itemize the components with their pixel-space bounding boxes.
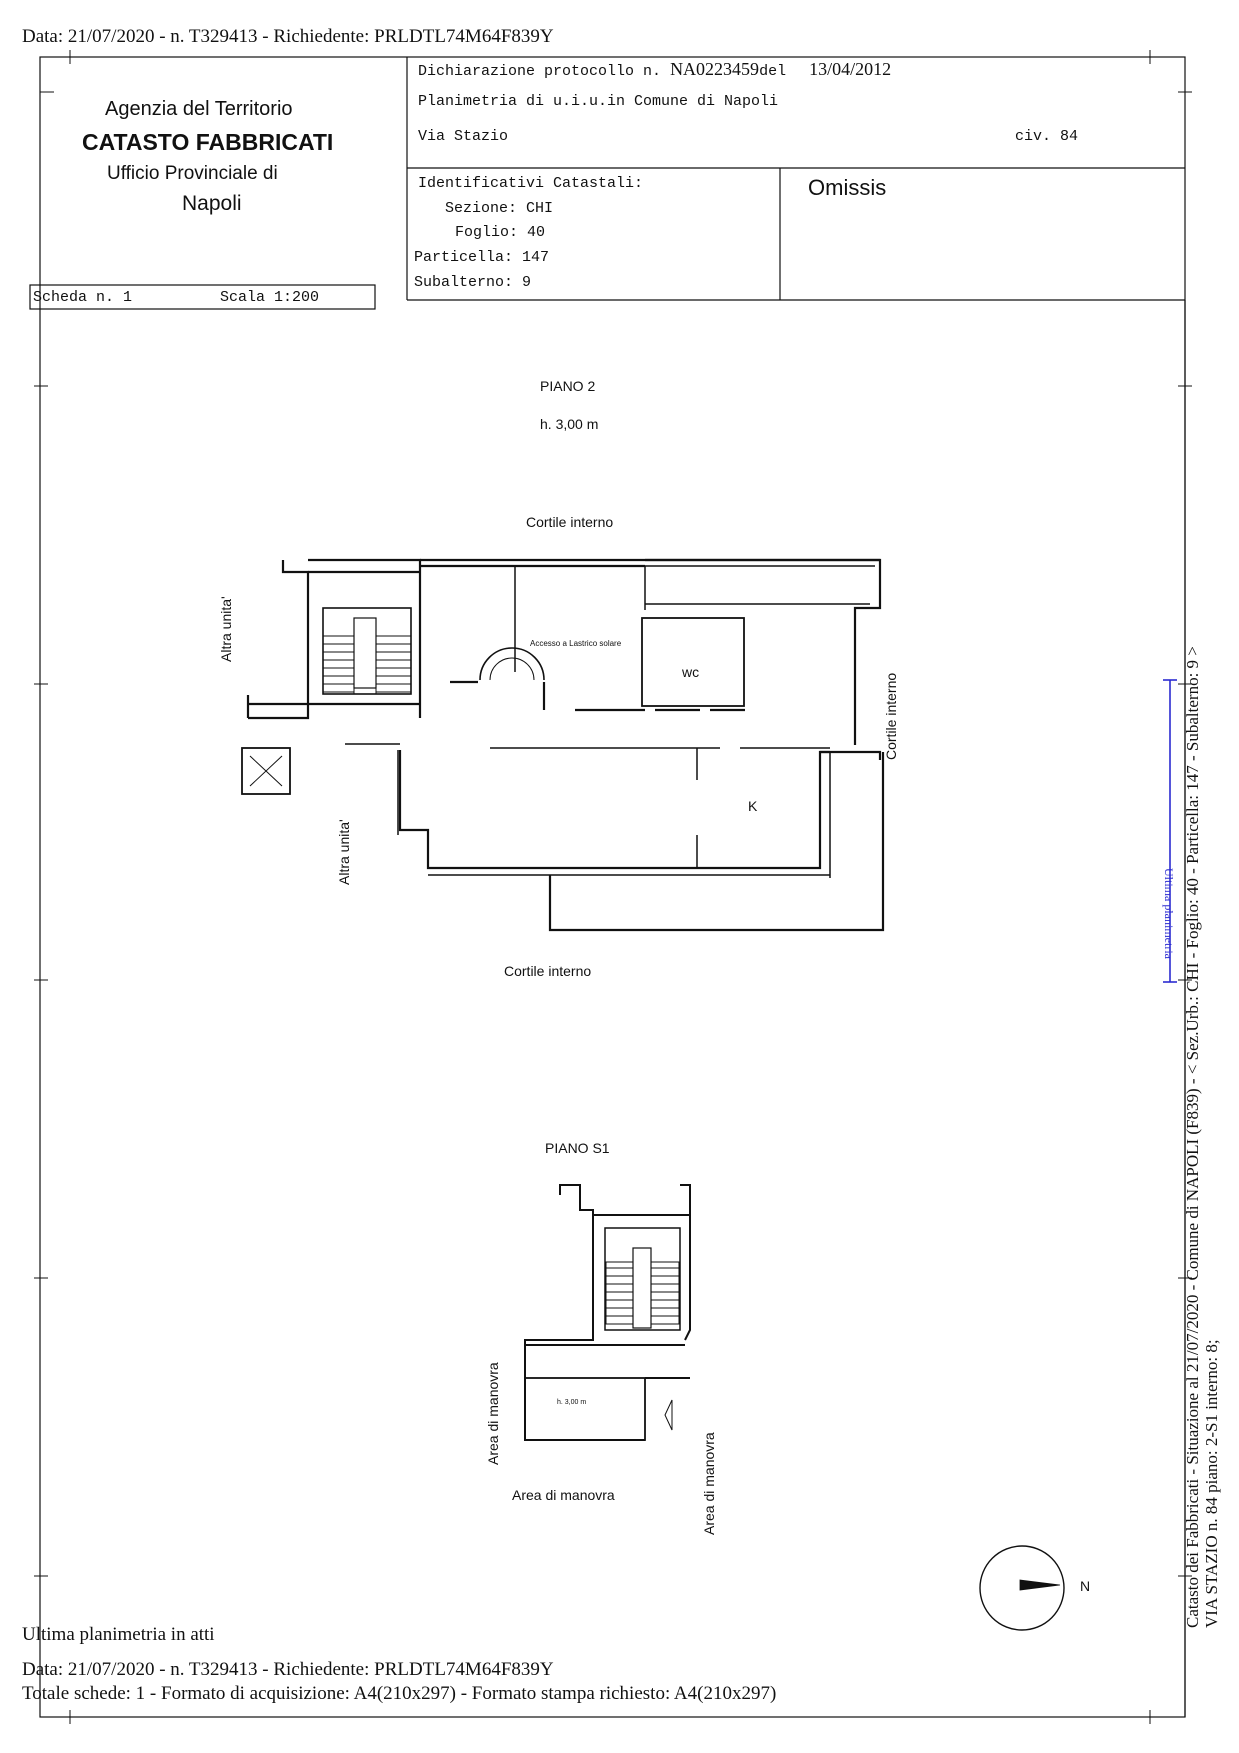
scheda-scale: Scala 1:200 (220, 289, 320, 306)
identifiers-title: Identificativi Catastali: (418, 175, 644, 192)
protocol-label: Dichiarazione protocollo n. (418, 63, 662, 80)
subalterno-value: Subalterno: 9 (414, 274, 532, 291)
cortile-right-label: Cortile interno (883, 672, 899, 760)
area-manovra-bottom-label: Area di manovra (512, 1487, 615, 1503)
planimetria-line: Planimetria di u.i.u.in Comune di Napoli (418, 93, 779, 110)
footer-request-line: Data: 21/07/2020 - n. T329413 - Richiedente: PRLDTL74M64F839Y (22, 1659, 554, 1680)
agency-name: Agenzia del Territorio (105, 98, 293, 120)
ufficio-city: Napoli (182, 192, 242, 215)
protocol-date: 13/04/2012 (809, 59, 892, 79)
north-label: N (1080, 1578, 1091, 1594)
cortile-top-label: Cortile interno (526, 514, 614, 530)
altra-unita-upper-label: Altra unita' (218, 596, 234, 662)
header-request-line: Data: 21/07/2020 - n. T329413 - Richiedente: PRLDTL74M64F839Y (22, 26, 554, 47)
north-compass (980, 1546, 1064, 1630)
cortile-bottom-label: Cortile interno (504, 963, 592, 979)
footer-ultima-planimetria: Ultima planimetria in atti (22, 1624, 215, 1645)
piano-s1-title: PIANO S1 (545, 1140, 610, 1156)
ultima-planimetria-stamp: Ultima planimetria (1162, 868, 1176, 959)
protocol-del: del (759, 63, 787, 80)
kitchen-label: K (748, 798, 758, 814)
footer-totale-schede: Totale schede: 1 - Formato di acquisizione: A4(210x297) - Formato stampa richiesto: A4(210x297) (22, 1683, 777, 1704)
foglio-value: Foglio: 40 (455, 224, 546, 241)
s1-height-label: h. 3,00 m (557, 1399, 587, 1406)
piano-2-height: h. 3,00 m (540, 416, 599, 432)
margin-address-line: VIA STAZIO n. 84 piano: 2-S1 interno: 8; (1202, 1339, 1221, 1628)
piano-2-title: PIANO 2 (540, 378, 596, 394)
catasto-title: CATASTO FABBRICATI (82, 129, 334, 155)
particella-value: Particella: 147 (414, 249, 550, 266)
omissis-label: Omissis (808, 175, 887, 200)
scheda-number: Scheda n. 1 (33, 289, 133, 306)
ufficio-label: Ufficio Provinciale di (107, 163, 278, 184)
wc-label: wc (682, 664, 700, 680)
sezione-value: Sezione: CHI (445, 200, 554, 217)
civic-number: civ. 84 (1015, 128, 1079, 145)
altra-unita-lower-label: Altra unita' (336, 819, 352, 885)
area-manovra-left-label: Area di manovra (485, 1362, 501, 1465)
protocol-number: NA0223459 (670, 59, 760, 79)
area-manovra-right-label: Area di manovra (701, 1432, 717, 1535)
accesso-lastrico-label: Accesso a Lastrico solare (530, 639, 622, 648)
piano-s1-plan (525, 1185, 690, 1440)
street-line: Via Stazio (418, 128, 509, 145)
margin-situazione-line: Catasto dei Fabbricati - Situazione al 21/07/2020 - Comune di NAPOLI (F839) - < Sez.Urb.: CHI - Foglio: 40 - Particella: 147 - Subalterno: 9 > (1183, 646, 1202, 1628)
